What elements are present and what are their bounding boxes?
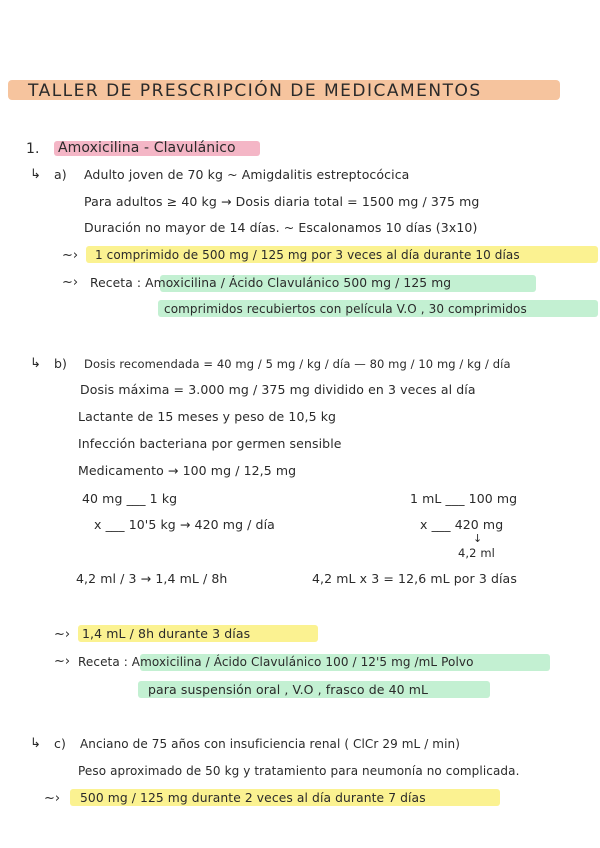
a-line-5: Receta : Amoxicilina / Ácido Clavulánico 500 mg / 125 mg — [90, 276, 452, 290]
calc-line-4: x ___ 420 mg — [420, 517, 504, 532]
calc-line-7: 4,2 mL x 3 = 12,6 mL por 3 días — [312, 571, 517, 586]
b-line-1: Dosis recomendada = 40 mg / 5 mg / kg / día — 80 mg / 10 mg / kg / día — [84, 357, 511, 371]
drug-name: Amoxicilina - Clavulánico — [58, 140, 236, 156]
section-number: 1. — [26, 141, 40, 157]
item-a-label: a) — [54, 167, 67, 182]
c-line-2: Peso aproximado de 50 kg y tratamiento para neumonía no complicada. — [78, 764, 520, 778]
calc-line-6: 4,2 ml / 3 → 1,4 mL / 8h — [76, 571, 228, 586]
squiggle-arrow-icon: ~› — [62, 275, 79, 290]
b-line-2: Dosis máxima = 3.000 mg / 375 mg dividido en 3 veces al día — [80, 382, 476, 397]
b-line-5: Medicamento → 100 mg / 12,5 mg — [78, 463, 297, 478]
squiggle-arrow-icon: ~› — [62, 248, 79, 263]
b-line-8: para suspensión oral , V.O , frasco de 40 mL — [148, 682, 429, 697]
calc-line-2: x ___ 10'5 kg → 420 mg / día — [94, 517, 275, 532]
a-line-1: Adulto joven de 70 kg ~ Amigdalitis estreptocócica — [84, 167, 410, 182]
arrow-icon: ↳ — [30, 736, 41, 751]
a-line-2: Para adultos ≥ 40 kg → Dosis diaria total = 1500 mg / 375 mg — [84, 194, 480, 209]
calc-line-3: 1 mL ___ 100 mg — [410, 491, 518, 506]
page-title: TALLER DE PRESCRIPCIÓN DE MEDICAMENTOS — [28, 81, 482, 101]
arrow-icon: ↳ — [30, 167, 41, 182]
b-line-3: Lactante de 15 meses y peso de 10,5 kg — [78, 409, 337, 424]
a-line-3: Duración no mayor de 14 días. ~ Escalonamos 10 días (3x10) — [84, 220, 478, 235]
arrow-icon: ↳ — [30, 356, 41, 371]
squiggle-arrow-icon: ~› — [54, 627, 71, 642]
squiggle-arrow-icon: ~› — [44, 791, 61, 806]
calc-line-1: 40 mg ___ 1 kg — [82, 491, 178, 506]
a-line-4: 1 comprimido de 500 mg / 125 mg por 3 veces al día durante 10 días — [95, 248, 520, 262]
b-line-6: 1,4 mL / 8h durante 3 días — [82, 626, 251, 641]
c-line-1: Anciano de 75 años con insuficiencia renal ( ClCr 29 mL / min) — [80, 737, 460, 751]
item-b-label: b) — [54, 356, 68, 371]
item-c-label: c) — [54, 736, 66, 751]
c-line-3: 500 mg / 125 mg durante 2 veces al día durante 7 días — [80, 791, 426, 805]
b-line-4: Infección bacteriana por germen sensible — [78, 436, 342, 451]
squiggle-arrow-icon: ~› — [54, 654, 71, 669]
a-line-6: comprimidos recubiertos con película V.O , 30 comprimidos — [164, 302, 527, 316]
b-line-7: Receta : Amoxicilina / Ácido Clavulánico 100 / 12'5 mg /mL Polvo — [78, 655, 474, 669]
calc-line-5: 4,2 ml — [458, 546, 495, 560]
down-arrow-icon: ↓ — [473, 532, 483, 545]
